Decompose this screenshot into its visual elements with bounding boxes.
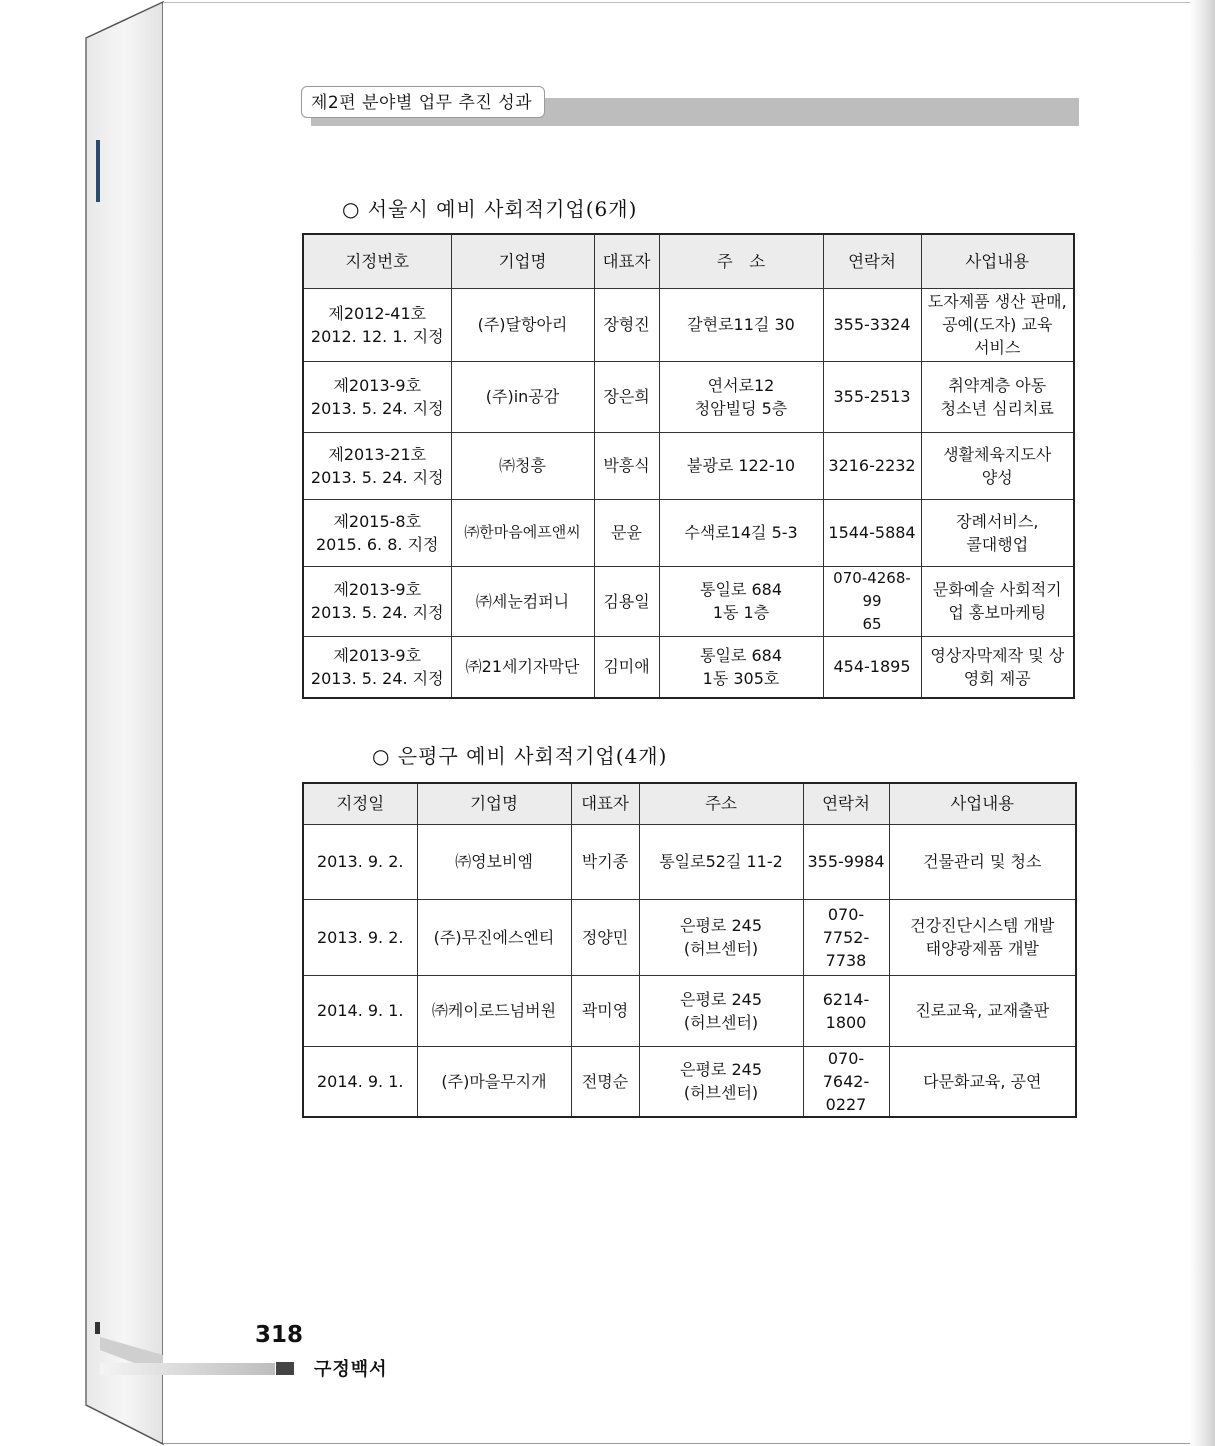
date-cell: 2014. 9. 1.	[303, 975, 417, 1046]
table-row	[303, 288, 1074, 361]
business-cell: 진로교육, 교재출판	[889, 975, 1076, 1046]
table-row	[303, 432, 1074, 499]
phone-cell: 3216-2232	[823, 432, 921, 499]
column-header: 지정일	[303, 783, 417, 824]
address-cell: 통일로 684 1동 1층	[659, 566, 823, 636]
address-cell: 갈현로11길 30	[659, 288, 823, 361]
address-cell: 통일로 684 1동 305호	[659, 636, 823, 698]
company-cell: (주)마을무지개	[417, 1046, 571, 1117]
page-edge	[1190, 0, 1215, 1446]
column-header: 연락처	[823, 234, 921, 288]
table-row	[303, 975, 1076, 1046]
phone-cell: 070-7752- 7738	[803, 899, 889, 975]
company-cell: ㈜세눈컴퍼니	[451, 566, 594, 636]
company-cell: ㈜청흥	[451, 432, 594, 499]
business-cell: 문화예술 사회적기 업 홍보마케팅	[921, 566, 1074, 636]
business-cell: 다문화교육, 공연	[889, 1046, 1076, 1117]
chapter-header: 제2편 분야별 업무 추진 성과	[301, 86, 545, 118]
table-row	[303, 1046, 1076, 1117]
business-cell: 생활체육지도사 양성	[921, 432, 1074, 499]
ceo-cell: 김용일	[594, 566, 659, 636]
date-cell: 2013. 9. 2.	[303, 824, 417, 899]
eunpyeong-enterprise-table	[302, 782, 1077, 1118]
column-header: 기업명	[451, 234, 594, 288]
designation-cell: 제2013-9호 2013. 5. 24. 지정	[303, 636, 451, 698]
address-cell: 은평로 245 (허브센터)	[639, 1046, 803, 1117]
business-cell: 건강진단시스템 개발 태양광제품 개발	[889, 899, 1076, 975]
column-header: 연락처	[803, 783, 889, 824]
ceo-cell: 정양민	[571, 899, 639, 975]
address-cell: 은평로 245 (허브센터)	[639, 899, 803, 975]
phone-cell: 355-2513	[823, 361, 921, 432]
ceo-cell: 전명순	[571, 1046, 639, 1117]
document-page	[163, 2, 1203, 1444]
ceo-cell: 문윤	[594, 499, 659, 566]
designation-cell: 제2012-41호 2012. 12. 1. 지정	[303, 288, 451, 361]
ceo-cell: 장형진	[594, 288, 659, 361]
column-header: 주소	[639, 783, 803, 824]
phone-cell: 070-7642- 0227	[803, 1046, 889, 1117]
company-cell: ㈜케이로드넘버원	[417, 975, 571, 1046]
phone-cell: 454-1895	[823, 636, 921, 698]
eunpyeong-section-title: ○ 은평구 예비 사회적기업(4개)	[372, 744, 668, 768]
ceo-cell: 김미애	[594, 636, 659, 698]
phone-cell: 1544-5884	[823, 499, 921, 566]
table-row	[303, 824, 1076, 899]
table-row	[303, 499, 1074, 566]
date-cell: 2014. 9. 1.	[303, 1046, 417, 1117]
company-cell: ㈜한마음에프앤씨	[451, 499, 594, 566]
address-cell: 연서로12 청암빌딩 5층	[659, 361, 823, 432]
address-cell: 통일로52길 11-2	[639, 824, 803, 899]
seoul-enterprise-table	[302, 233, 1075, 699]
column-header: 주 소	[659, 234, 823, 288]
table-row	[303, 361, 1074, 432]
date-cell: 2013. 9. 2.	[303, 899, 417, 975]
business-cell: 도자제품 생산 판매, 공예(도자) 교육 서비스	[921, 288, 1074, 361]
designation-cell: 제2013-9호 2013. 5. 24. 지정	[303, 361, 451, 432]
address-cell: 불광로 122-10	[659, 432, 823, 499]
table-row	[303, 899, 1076, 975]
company-cell: (주)무진에스엔티	[417, 899, 571, 975]
table-row	[303, 636, 1074, 698]
column-header: 지정번호	[303, 234, 451, 288]
phone-cell: 6214-1800	[803, 975, 889, 1046]
footer-bar	[100, 1363, 275, 1375]
column-header: 대표자	[594, 234, 659, 288]
phone-cell: 355-9984	[803, 824, 889, 899]
business-cell: 건물관리 및 청소	[889, 824, 1076, 899]
column-header: 사업내용	[889, 783, 1076, 824]
footer-marker	[276, 1362, 294, 1375]
company-cell: (주)달항아리	[451, 288, 594, 361]
ceo-cell: 곽미영	[571, 975, 639, 1046]
phone-cell: 070-4268-99 65	[823, 566, 921, 636]
ceo-cell: 박흥식	[594, 432, 659, 499]
designation-cell: 제2015-8호 2015. 6. 8. 지정	[303, 499, 451, 566]
designation-cell: 제2013-21호 2013. 5. 24. 지정	[303, 432, 451, 499]
table-header-row	[303, 783, 1076, 824]
page-number: 318	[255, 1322, 304, 1348]
column-header: 기업명	[417, 783, 571, 824]
ceo-cell: 장은희	[594, 361, 659, 432]
company-cell: ㈜영보비엠	[417, 824, 571, 899]
column-header: 사업내용	[921, 234, 1074, 288]
designation-cell: 제2013-9호 2013. 5. 24. 지정	[303, 566, 451, 636]
table-header-row	[303, 234, 1074, 288]
ceo-cell: 박기종	[571, 824, 639, 899]
address-cell: 수색로14길 5-3	[659, 499, 823, 566]
company-cell: ㈜21세기자막단	[451, 636, 594, 698]
phone-cell: 355-3324	[823, 288, 921, 361]
business-cell: 장례서비스, 콜대행업	[921, 499, 1074, 566]
business-cell: 영상자막제작 및 상 영회 제공	[921, 636, 1074, 698]
business-cell: 취약계층 아동 청소년 심리치료	[921, 361, 1074, 432]
column-header: 대표자	[571, 783, 639, 824]
table-row	[303, 566, 1074, 636]
address-cell: 은평로 245 (허브센터)	[639, 975, 803, 1046]
seoul-section-title: ○ 서울시 예비 사회적기업(6개)	[342, 197, 638, 221]
book-title: 구정백서	[314, 1359, 388, 1380]
company-cell: (주)in공감	[451, 361, 594, 432]
